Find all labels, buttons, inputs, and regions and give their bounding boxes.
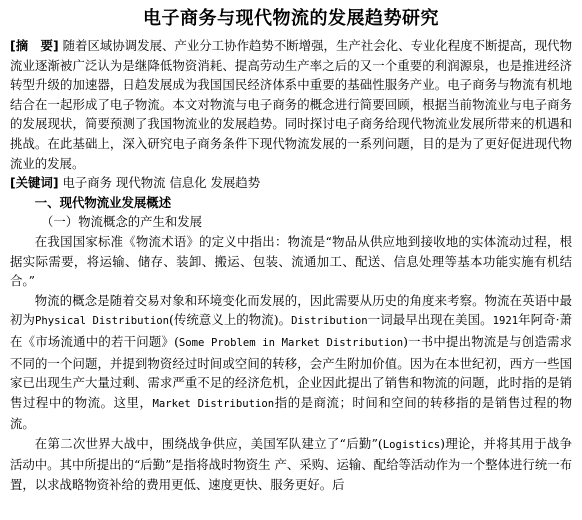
text-run: (传统意义上的物流)。 bbox=[169, 312, 292, 328]
english-term: Logistics bbox=[382, 438, 441, 451]
body-paragraph-definition: 在我国国家标准《物流术语》的定义中指出：物流是“物品从供应地到接收地的实体流动过程，根据实际需要，将运输、储存、装卸、搬运、包装、流通加工、配送、信息处理等基本功能实施有机结合。” bbox=[10, 233, 572, 289]
text-run: 物流的概念是随着交易对象和环境变化而发展的，因此需要从历史的角度来考察。物流在英语中最初为 bbox=[10, 292, 572, 328]
subsection-heading: （一）物流概念的产生和发展 bbox=[41, 214, 203, 230]
abstract-paragraph bbox=[10, 36, 572, 173]
text-run: )一书中提出物流是与创造需求不同的一个问题，并提到物资经过时间或空间的转移，会产生附加价值。因为在本世纪初，西方一些国家已出现生产大量过剩、需求严重不足的经济危机，企业因此提出了销售和物流的问题，此时指的是销售过程中的物流。这里， bbox=[10, 333, 572, 410]
english-term: Physical Distribution bbox=[34, 315, 169, 328]
text-run: )理论，并将其用于战争活动中。其中所提出的“后勤”是指将战时物资生 产、采购、运输、配给等活动作为一个整体进行统一布置，以求战略物资补给的费用更低、速度更快、服务更好。后 bbox=[10, 435, 572, 493]
text-run: 在第二次世界大战中，围绕战争供应，美国军队建立了“后勤”( bbox=[34, 435, 383, 451]
english-term: Market Distribution bbox=[152, 397, 275, 410]
text-run: 年阿奇·萧在《市场流通中的若干问题》( bbox=[10, 312, 573, 349]
english-term: Some Problem in Market Distribution bbox=[178, 336, 404, 349]
abstract-text: 随着区域协调发展、产业分工协作趋势不断增强，生产社会化、专业化程度不断提高，现代物流业逐渐被广泛认为是继降低物资消耗、提高劳动生产率之后的又一个重要的利润源泉，也是推进经济转型升级的加速器，日趋发展成为我国国民经济体系中重要的基础性服务产业。电子商务与物流有机地结合在一起形成了电子物流。本文对物流与电子商务的概念进行简要回顾，根据当前物流业与电子商务的发展现状，简要预测了我国物流业的发展趋势。同时探讨电子商务给现代物流业发展所带来的机遇和挑战。在此基础上，深入研究电子商务条件下现代物流发展的一系列问题，目的是为了更好促进现代物流业的发展。 bbox=[10, 38, 573, 171]
english-term: Distribution bbox=[291, 315, 368, 328]
keywords-label: [关键词] bbox=[10, 175, 59, 191]
section-heading: 一、现代物流业发展概述 bbox=[34, 194, 172, 210]
keywords-paragraph bbox=[10, 173, 572, 193]
body-paragraph-history bbox=[10, 291, 572, 434]
year-number: 1921 bbox=[492, 315, 519, 328]
body-paragraph-logistics bbox=[10, 434, 572, 495]
text-run: 指的是商流；时间和空间的转移指的是销售过程的物流。 bbox=[10, 394, 573, 432]
text-run: 一词最早出现在美国。 bbox=[367, 312, 493, 328]
keywords-text: 电子商务 现代物流 信息化 发展趋势 bbox=[62, 175, 261, 191]
abstract-label: [摘 要] bbox=[10, 38, 59, 53]
paper-title: 电子商务与现代物流的发展趋势研究 bbox=[143, 8, 439, 29]
